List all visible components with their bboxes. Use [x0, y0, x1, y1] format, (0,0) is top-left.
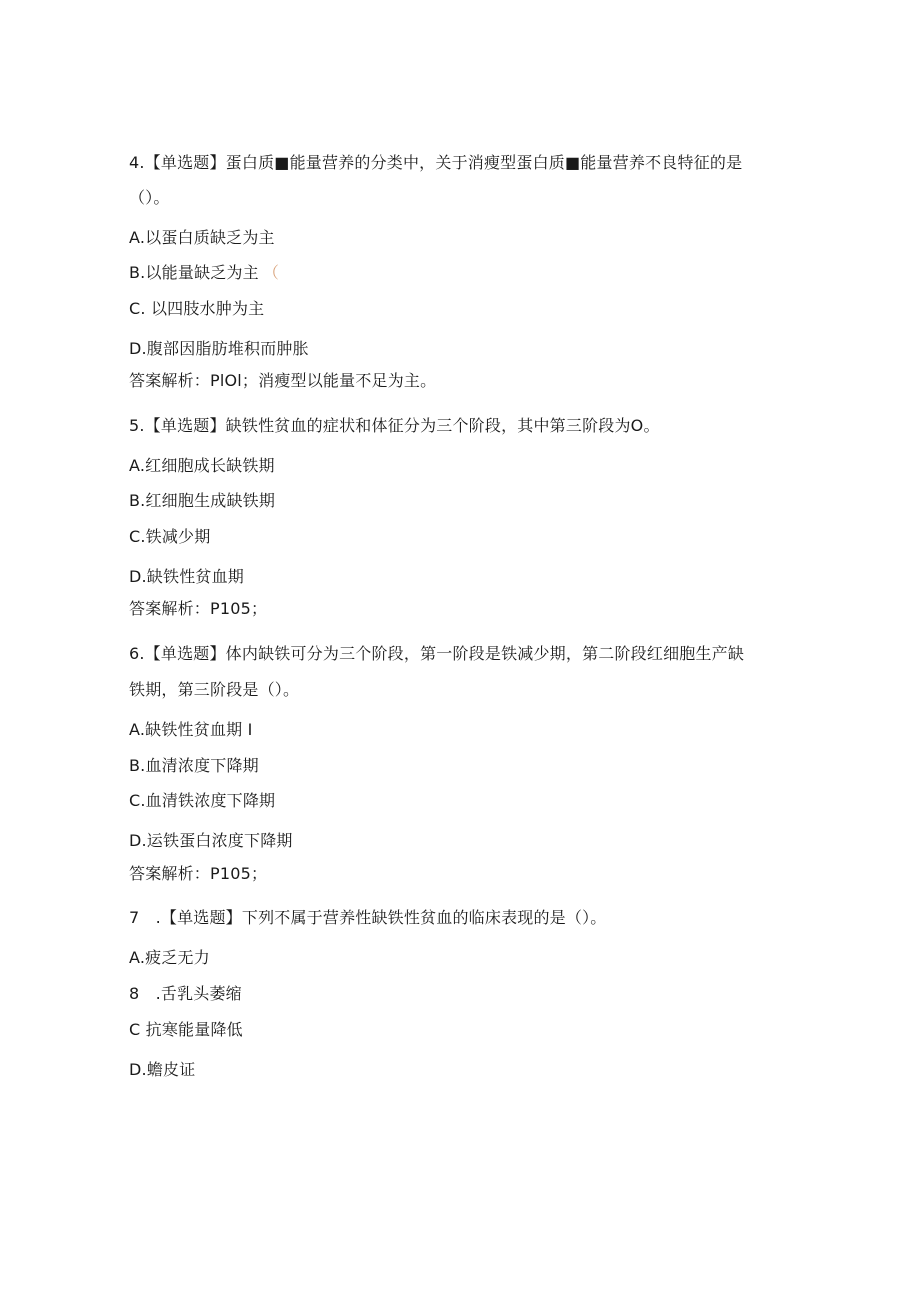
q7-option-c: C 抗寒能量降低: [129, 1020, 243, 1039]
q6-option-d: D.运铁蛋白浓度下降期: [129, 831, 293, 850]
q4-stem-line2: （）。: [129, 188, 170, 207]
q4-option-b-mark: （: [262, 263, 280, 282]
q6-option-b: B.血清浓度下降期: [129, 756, 259, 775]
q6-option-c: C.血清铁浓度下降期: [129, 791, 276, 810]
q5-option-b: B.红细胞生成缺铁期: [129, 491, 276, 510]
q5-option-d: D.缺铁性贫血期: [129, 567, 245, 586]
q4-answer: 答案解析：PlOl；消瘦型以能量不足为主。: [129, 371, 437, 390]
q4-stem-line1: 4.【单选题】蛋白质■能量营养的分类中，关于消瘦型蛋白质■能量营养不良特征的是: [129, 153, 743, 172]
q7-option-b: 8 .舌乳头萎缩: [129, 984, 242, 1003]
q6-option-a: A.缺铁性贫血期 I: [129, 720, 253, 739]
q7-stem-line1: 7 .【单选题】下列不属于营养性缺铁性贫血的临床表现的是（）。: [129, 908, 607, 927]
q4-option-b-text: B.以能量缺乏为主: [129, 263, 259, 282]
q7-option-d: D.蟾皮证: [129, 1060, 196, 1079]
q7-option-a: A.疲乏无力: [129, 948, 210, 967]
q5-option-c: C.铁减少期: [129, 527, 211, 546]
q5-option-a: A.红细胞成长缺铁期: [129, 456, 275, 475]
q4-option-d: D.腹部因脂肪堆积而肿胀: [129, 339, 309, 358]
q4-option-c: C. 以四肢水肿为主: [129, 299, 265, 318]
q4-option-b: [129, 263, 279, 283]
q6-stem-line2: 铁期，第三阶段是（）。: [129, 680, 300, 699]
q4-option-a: A.以蛋白质缺乏为主: [129, 228, 275, 247]
q5-answer: 答案解析：P105；: [129, 599, 268, 618]
q6-stem-line1: 6.【单选题】体内缺铁可分为三个阶段，第一阶段是铁减少期，第二阶段红细胞生产缺: [129, 644, 745, 663]
q5-stem-line1: 5.【单选题】缺铁性贫血的症状和体征分为三个阶段，其中第三阶段为O。: [129, 416, 660, 435]
q6-answer: 答案解析：P105；: [129, 864, 268, 883]
